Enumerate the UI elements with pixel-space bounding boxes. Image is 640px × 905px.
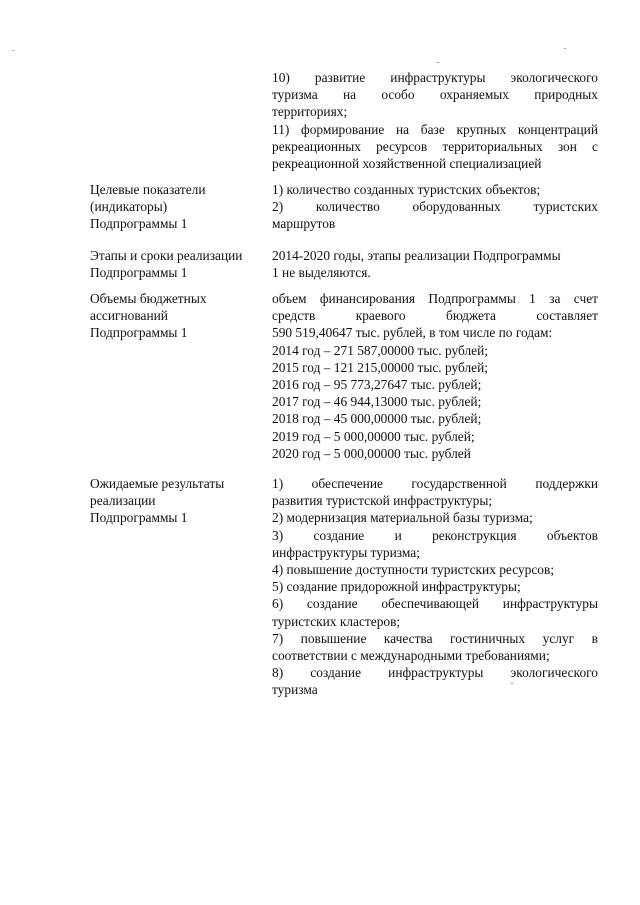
text-line: 3) создание и реконструкция объектов [272, 527, 598, 543]
text-line: территориях; [272, 104, 348, 120]
text-line: рекреационных ресурсов территориальных зон с [272, 138, 598, 154]
label-line: (индикаторы) [90, 199, 168, 215]
text-line: 6) создание обеспечивающей инфраструктуры [272, 596, 598, 612]
row-value [272, 475, 598, 699]
label-line: Подпрограммы 1 [90, 510, 188, 526]
continued-list [272, 69, 598, 172]
label-line: ассигнований [90, 308, 168, 324]
text-line: объем финансирования Подпрограммы 1 за счет [272, 291, 598, 306]
text-line: 2014-2020 годы, этапы реализации Подпрограммы [272, 248, 561, 263]
label-line: Подпрограммы 1 [90, 325, 188, 341]
text-line: 7) повышение качества гостиничных услуг в [272, 630, 598, 646]
text-line: 10) развитие инфраструктуры экологического [272, 70, 598, 85]
text-line: 5) создание придорожной инфраструктуры; [272, 579, 521, 595]
row-value [272, 181, 598, 233]
text-line: туризма [272, 682, 318, 698]
text-line: 2020 год – 5 000,00000 тыс. рублей [272, 445, 471, 461]
text-line: инфраструктуры туризма; [272, 544, 420, 560]
label-line: Целевые показатели [90, 182, 206, 197]
text-line: туристских кластеров; [272, 613, 401, 629]
text-line: 2019 год – 5 000,00000 тыс. рублей; [272, 428, 475, 444]
text-line: маршрутов [272, 216, 336, 232]
text-line: 2018 год – 45 000,00000 тыс. рублей; [272, 411, 482, 427]
text-line: 1) обеспечение государственной поддержки [272, 476, 598, 491]
scan-speck [12, 50, 14, 51]
text-line: 8) создание инфраструктуры экологического [272, 665, 598, 681]
text-line: средств краевого бюджета составляет [272, 308, 598, 324]
text-line: 2) количество оборудованных туристских [272, 199, 598, 215]
text-line: развития туристской инфраструктуры; [272, 493, 493, 509]
row-value [272, 247, 598, 281]
text-line: 2017 год – 46 944,13000 тыс. рублей; [272, 394, 482, 410]
label-line: Подпрограммы 1 [90, 265, 188, 281]
text-line: 2015 год – 121 215,00000 тыс. рублей; [272, 359, 489, 375]
text-line: 4) повышение доступности туристских ресурсов; [272, 562, 555, 578]
text-line: рекреационной хозяйственной специализацией [272, 156, 542, 172]
row-value [272, 290, 598, 462]
text-line: 1 не выделяются. [272, 265, 371, 281]
label-line: Этапы и сроки реализации [90, 248, 243, 263]
text-line: 2) модернизация материальной базы туризма; [272, 510, 533, 526]
row-label [90, 475, 268, 527]
text-line: 2016 год – 95 773,27647 тыс. рублей; [272, 377, 482, 393]
label-line: реализации [90, 493, 156, 509]
scan-speck [564, 48, 566, 49]
label-line: Ожидаемые результаты [90, 476, 225, 491]
scan-speck [437, 62, 439, 63]
text-line: 590 519,40647 тыс. рублей, в том числе по годам: [272, 325, 553, 341]
text-line: 1) количество созданных туристских объектов; [272, 182, 541, 197]
row-label [90, 181, 268, 233]
text-line: 11) формирование на базе крупных концентраций [272, 121, 598, 137]
label-line: Объемы бюджетных [90, 291, 207, 306]
label-line: Подпрограммы 1 [90, 216, 188, 232]
text-line: туризма на особо охраняемых природных [272, 87, 598, 103]
text-line: соответствии с международными требованиями; [272, 648, 550, 664]
row-label [90, 247, 268, 281]
row-label [90, 290, 268, 342]
text-line: 2014 год – 271 587,00000 тыс. рублей; [272, 342, 489, 358]
